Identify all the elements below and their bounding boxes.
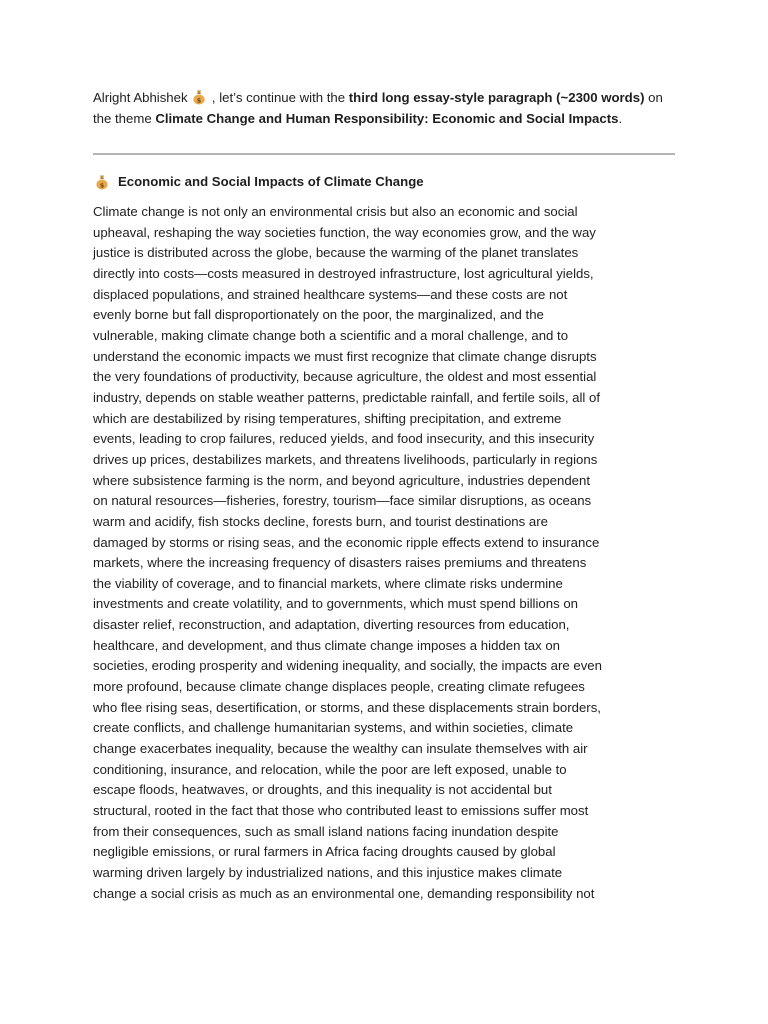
body-line: conditioning, insurance, and relocation, while the poor are left exposed, unable to [93,761,567,777]
body-line: more profound, because climate change displaces people, creating climate refugees [93,679,585,695]
body-line: change exacerbates inequality, because the wealthy can insulate themselves with air [93,741,588,757]
intro-bold-1: third long essay-style paragraph (~2300 words) [348,90,645,105]
body-line: disaster relief, reconstruction, and adaptation, diverting resources from education, [93,617,570,633]
body-line: healthcare, and development, and thus climate change imposes a hidden tax on [93,637,560,653]
body-line: change a social crisis as much as an environmental one, demanding responsibility not [93,885,595,901]
body-line: escape floods, heatwaves, or droughts, and this inequality is not accidental but [93,782,552,798]
money-bag-icon [95,174,109,190]
intro-text-2: , let’s continue with the [208,90,349,105]
body-line: justice is distributed across the globe, because the warming of the planet translates [93,245,579,261]
body-line: warming driven largely by industrialized nations, and this injustice makes climate [93,865,563,880]
money-bag-icon [192,89,206,105]
body-line: vulnerable, making climate change both a scientific and a moral challenge, and to [93,327,569,343]
section-heading [93,172,683,192]
svg-text:$: $ [196,96,202,105]
body-line: from their consequences, such as small island nations facing inundation despite [93,823,559,839]
body-line: who flee rising seas, desertification, or storms, and these displacements strain borders, [93,699,601,715]
body-line: Climate change is not only an environmental crisis but also an economic and social [93,204,578,219]
body-paragraph [93,202,678,904]
body-line: negligible emissions, or rural farmers in Africa facing droughts caused by global [93,844,556,860]
intro-text-1: Alright Abhishek [93,90,192,105]
body-line: displaced populations, and strained healthcare systems—and these costs are not [93,286,568,302]
body-line: events, leading to crop failures, reduced yields, and food insecurity, and this insecurity [93,431,595,447]
body-line: markets, where the increasing frequency of disasters raises premiums and threatens [93,555,587,571]
body-line: investments and create volatility, and to governments, which must spend billions on [93,596,579,612]
body-line: damaged by storms or rising seas, and the economic ripple effects extend to insurance [93,534,600,550]
section-heading-text: Economic and Social Impacts of Climate Change [118,174,424,189]
body-line: upheaval, reshaping the way societies function, the way economies grow, and the way [93,224,596,240]
intro-text-3: on the theme [93,90,663,126]
intro-paragraph [93,87,683,129]
body-line: industry, depends on stable weather patterns, predictable rainfall, and fertile soils, all of [93,389,601,405]
body-line: societies, eroding prosperity and widening inequality, and socially, the impacts are even [93,658,602,674]
body-line: understand the economic impacts we must first recognize that climate change disrupts [93,348,597,364]
body-line: which are destabilized by rising temperatures, shifting precipitation, and extreme [93,410,562,426]
intro-text-4: . [618,111,623,126]
body-line: drives up prices, destabilizes markets, and threatens livelihoods, particularly in regions [93,451,598,467]
body-line: directly into costs—costs measured in destroyed infrastructure, lost agricultural yields, [93,265,594,281]
horizontal-divider [93,153,675,155]
body-line: create conflicts, and challenge humanitarian systems, and within societies, climate [93,720,574,736]
body-line: the very foundations of productivity, because agriculture, the oldest and most essential [93,369,597,385]
document-page [93,87,683,904]
body-line: structural, rooted in the fact that those who contributed least to emissions suffer most [93,803,589,819]
body-line: evenly borne but fall disproportionately on the poor, the marginalized, and the [93,307,544,323]
body-line: warm and acidify, fish stocks decline, forests burn, and tourist destinations are [93,513,548,529]
intro-bold-2: Climate Change and Human Responsibility: Economic and Social Impacts [155,111,619,126]
body-line: where subsistence farming is the norm, and beyond agriculture, industries dependent [93,472,591,488]
body-line: the viability of coverage, and to financial markets, where climate risks undermine [93,575,563,591]
body-line: on natural resources—fisheries, forestry, tourism—face similar disruptions, as oceans [93,493,592,509]
svg-text:$: $ [99,181,105,190]
